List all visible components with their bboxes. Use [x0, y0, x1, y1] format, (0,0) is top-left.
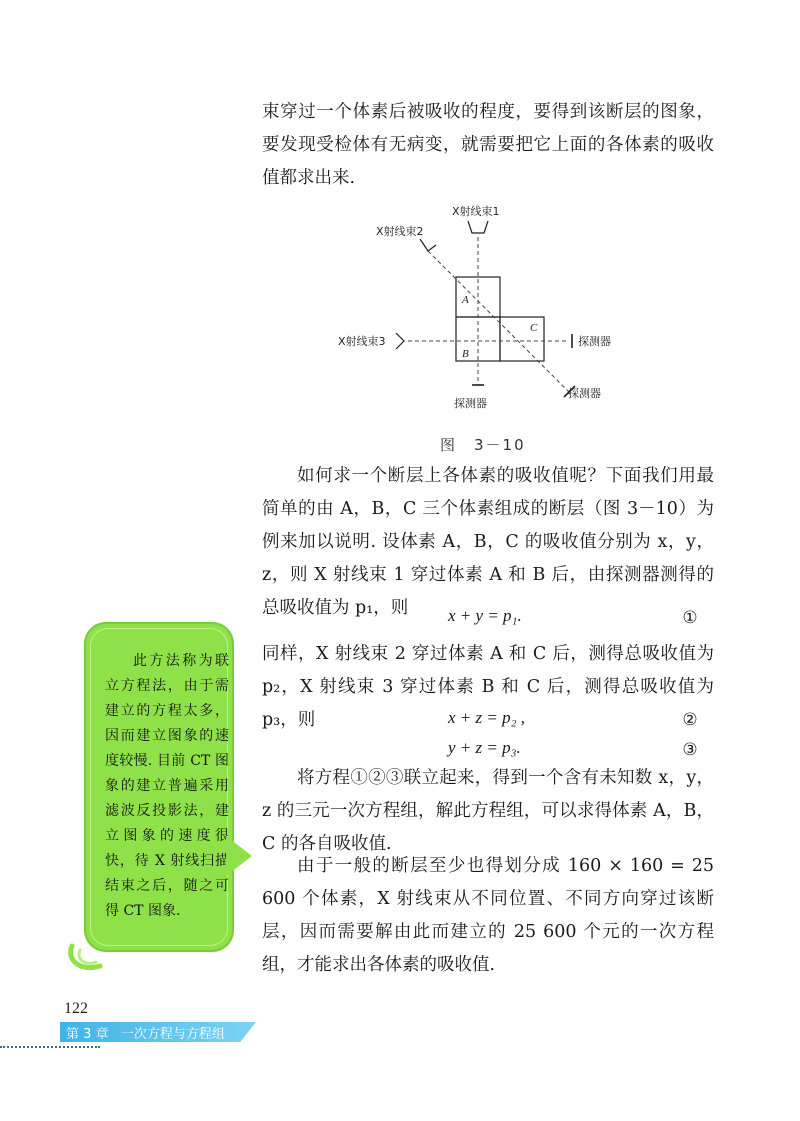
beam1-label: X射线束1: [452, 205, 500, 218]
beam2-line: [428, 251, 570, 393]
equation-1-number: ①: [682, 608, 698, 628]
detector-diag-label: 探测器: [568, 387, 601, 400]
equation-2-number: ②: [682, 710, 698, 730]
cell-c-label: C: [530, 322, 538, 334]
sidenote-inner: [90, 628, 228, 946]
cell-c-box: [500, 317, 544, 361]
paragraph-combine: 将方程①②③联立起来，得到一个含有未知数 x，y，z 的三元一次方程组，解此方程组，可以求得体素 A，B，C 的各自吸收值.: [262, 768, 714, 854]
chapter-title: 第 3 章 一次方程与方程组: [66, 1027, 225, 1042]
equation-1: x + y = p₁.: [448, 606, 522, 625]
equation-2: x + z = p₂ ,: [448, 708, 526, 727]
ct-beam-diagram: [330, 195, 630, 425]
sidenote-pointer: [226, 836, 252, 876]
footer-dotted-line: [0, 1046, 100, 1048]
beam2-label: X射线束2: [376, 225, 424, 238]
paragraph-general: 由于一般的断层至少也得划分成 160 × 160 = 25 600 个体素，X 射线束从不同位置、不同方向穿过该断层，因而需要解由此而建立的 25 600 个元的一次方程组，才能求出各体素的吸收值.: [262, 856, 714, 975]
paragraph-same: 同样，X 射线束 2 穿过体素 A 和 C 后，测得总吸收值为 p₂，X 射线束 3 穿过体素 B 和 C 后，测得总吸收值为 p₃，则: [262, 644, 714, 730]
beam3-label: X射线束3: [338, 335, 386, 348]
cell-a-label: A: [462, 294, 469, 306]
cell-b-label: B: [462, 348, 469, 360]
equation-3: y + z = p₃.: [448, 738, 521, 757]
sidenote-box: [84, 622, 234, 952]
sidenote-text: 此方法称为联立方程法，由于需建立的方程太多，因而建立图象的速度较慢. 目前 CT 图象的建立普遍采用滤波反投影法，建立图象的速度很快，待 X 射线扫描结束之后，随之可得 CT 图象.: [105, 653, 229, 919]
figure-caption: 图 3－10: [440, 436, 526, 454]
swirl-decoration-icon: [66, 940, 106, 974]
paragraph-how: 如何求一个断层上各体素的吸收值呢？下面我们用最简单的由 A，B，C 三个体素组成的断层（图 3－10）为例来加以说明. 设体素 A，B，C 的吸收值分别为 x，y，z，则 X 射线束 1 穿过体素 A 和 B 后，由探测器测得的总吸收值为 p₁，则: [262, 466, 714, 618]
beam3-source: [396, 333, 404, 349]
equation-3-number: ③: [682, 740, 698, 760]
beam1-source: [468, 221, 488, 233]
page-number: 122: [64, 1000, 88, 1017]
detector-bottom-label: 探测器: [454, 397, 487, 410]
beam2-source: [420, 239, 436, 251]
paragraph-intro: 束穿过一个体素后被吸收的程度，要得到该断层的图象，要发现受检体有无病变，就需要把它上面的各体素的吸收值都求出来.: [262, 102, 714, 188]
detector-right-label: 探测器: [578, 335, 611, 348]
